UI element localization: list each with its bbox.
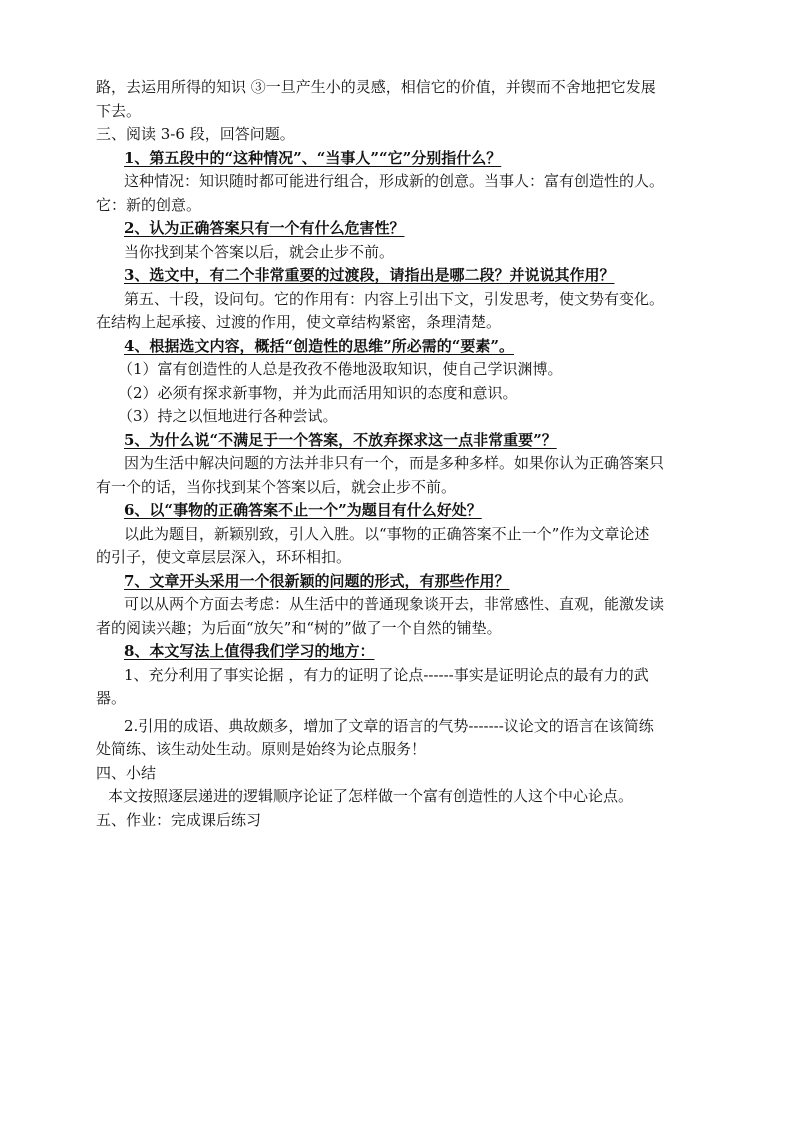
- text-line: 下去。: [96, 101, 142, 120]
- text-line: 第五、十段，设问句。它的作用有：内容上引出下文，引发思考，使文势有变化。: [124, 289, 665, 308]
- text-line: 可以从两个方面去考虑：从生活中的普通现象谈开去，非常感性、直观，能激发读: [124, 595, 665, 613]
- question-line: 7、文章开头采用一个很新颖的问题的形式，有那些作用？: [124, 571, 510, 590]
- text-line: 它：新的创意。: [96, 195, 202, 214]
- question-line: 3、选文中，有二个非常重要的过渡段，请指出是哪二段？并说说其作用？: [124, 266, 615, 284]
- text-line: 四、小结: [96, 763, 157, 782]
- question-line: 1、第五段中的“这种情况”、“当事人”“它”分别指什么？: [124, 148, 502, 167]
- text-line: （3）持之以恒地进行各种尝试。: [118, 407, 338, 425]
- document-body: [96, 76, 702, 832]
- question-line: 5、为什么说“不满足于一个答案，不放弃探求这一点非常重要”？: [124, 430, 557, 449]
- question-line: 6、以“事物的正确答案不止一个”为题目有什么好处？: [124, 501, 482, 519]
- text-line: 的引子，使文章层层深入，环环相扣。: [96, 548, 352, 566]
- text-line: （2）必须有探求新事物，并为此而活用知识的态度和意识。: [118, 383, 518, 402]
- text-line: 当你找到某个答案以后，就会止步不前。: [124, 242, 395, 261]
- text-line: 三、阅读 3-6 段，回答问题。: [96, 125, 295, 143]
- text-line: 因为生活中解决问题的方法并非只有一个，而是多种多样。如果你认为正确答案只: [124, 454, 665, 472]
- text-line: 路，去运用所得的知识 ③一旦产生小的灵感，相信它的价值，并锲而不舍地把它发展: [96, 78, 656, 96]
- text-line: 五、作业：完成课后练习: [96, 810, 262, 829]
- text-line: 有一个的话，当你找到某个答案以后，就会止步不前。: [96, 477, 457, 496]
- text-line: 1、充分利用了事实论据 ，有力的证明了论点------事实是证明论点的最有力的武: [124, 665, 649, 684]
- text-line: 器。: [96, 689, 127, 707]
- text-line: 在结构上起承接、过渡的作用，使文章结构紧密，条理清楚。: [96, 313, 502, 331]
- text-line: 处简练、该生动处生动。原则是始终为论点服务！: [96, 740, 427, 758]
- text-line: 以此为题目，新颖别致，引人入胜。以“事物的正确答案不止一个”作为文章论述: [124, 524, 650, 543]
- text-line: 者的阅读兴趣；为后面“放矢”和“树的”做了一个自然的铺垫。: [96, 618, 502, 637]
- text-line: 2.引用的成语、典故颇多，增加了文章的语言的气势-------议论文的语言在该简练: [124, 716, 654, 735]
- question-line: 2、认为正确答案只有一个有什么危害性？: [124, 219, 405, 237]
- text-line: 本文按照逐层递进的逻辑顺序论证了怎样做一个富有创造性的人这个中心论点。: [108, 787, 634, 805]
- question-line: 4、根据选文内容，概括“创造性的思维”所必需的“要素”。: [124, 336, 514, 355]
- question-line: 8、本文写法上值得我们学习的地方：: [124, 642, 375, 660]
- text-line: （1）富有创造性的人总是孜孜不倦地汲取知识，使自己学识渊博。: [118, 360, 563, 378]
- text-line: 这种情况：知识随时都可能进行组合，形成新的创意。当事人：富有创造性的人。: [124, 172, 665, 190]
